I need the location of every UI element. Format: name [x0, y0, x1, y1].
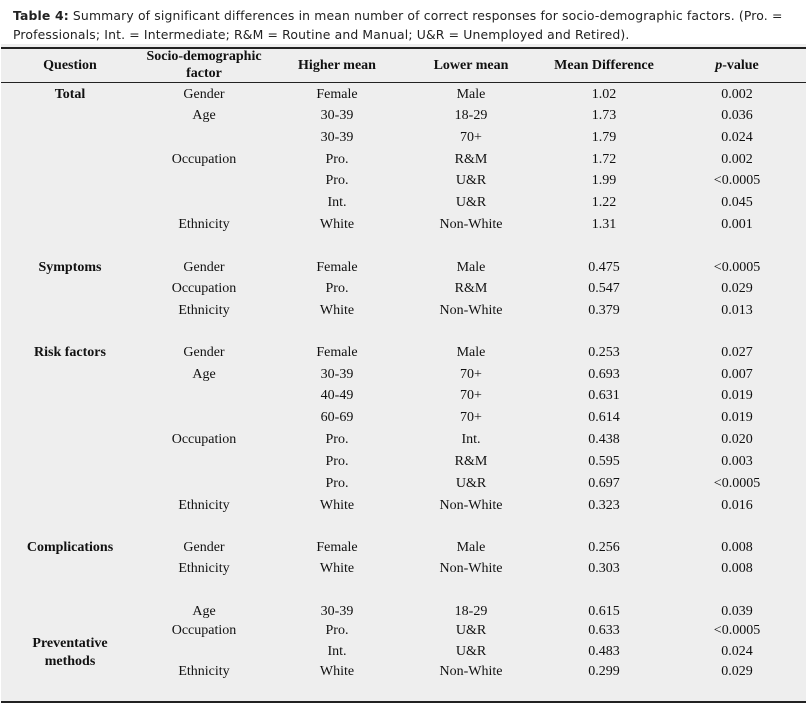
question-preventative-line2: methods: [44, 654, 96, 669]
cell-diff: 0.615: [588, 604, 620, 619]
cell-lower: U&R: [455, 476, 487, 491]
cell-diff: 0.475: [588, 260, 620, 275]
caption-label: Table 4:: [13, 8, 69, 23]
cell-lower: 18-29: [454, 108, 488, 123]
cell-lower: Non-White: [439, 217, 503, 232]
cell-higher: Female: [316, 540, 358, 555]
cell-factor: Gender: [183, 540, 225, 555]
cell-higher: Female: [316, 260, 358, 275]
cell-factor: Occupation: [171, 152, 237, 167]
header-factor: Socio-demographic factor: [146, 49, 262, 81]
cell-factor: Age: [192, 367, 216, 382]
cell-lower: 18-29: [454, 604, 488, 619]
cell-higher: Female: [316, 345, 358, 360]
cell-higher: 40-49: [320, 388, 354, 403]
cell-p: 0.036: [721, 108, 753, 123]
cell-p: 0.019: [721, 388, 753, 403]
cell-diff: 0.693: [588, 367, 620, 382]
cell-question: Complications: [26, 540, 114, 555]
cell-lower: Male: [456, 260, 486, 275]
cell-p: 0.002: [721, 152, 753, 167]
cell-diff: 0.633: [588, 623, 620, 638]
cell-p: 0.007: [721, 367, 753, 382]
cell-diff: 0.256: [588, 540, 620, 555]
cell-lower: 70+: [460, 367, 482, 382]
cell-diff: 0.299: [588, 664, 620, 679]
cell-diff: 0.614: [588, 410, 620, 425]
cell-diff: 0.697: [588, 476, 620, 491]
cell-p: 0.020: [721, 432, 753, 447]
cell-factor: Ethnicity: [178, 303, 230, 318]
cell-p: <0.0005: [713, 173, 761, 188]
cell-p: 0.045: [721, 195, 753, 210]
header-question: Question: [43, 58, 97, 73]
cell-diff: 1.72: [591, 152, 617, 167]
cell-higher: 30-39: [320, 604, 354, 619]
cell-lower: Male: [456, 345, 486, 360]
cell-factor: Gender: [183, 87, 225, 102]
cell-higher: White: [319, 498, 355, 513]
cell-factor: Age: [192, 108, 216, 123]
cell-diff: 1.02: [591, 87, 617, 102]
cell-diff: 0.595: [588, 454, 620, 469]
cell-lower: Non-White: [439, 498, 503, 513]
cell-factor: Ethnicity: [178, 498, 230, 513]
cell-factor: Ethnicity: [178, 217, 230, 232]
cell-lower: U&R: [455, 623, 487, 638]
cell-factor: Occupation: [171, 623, 237, 638]
cell-lower: R&M: [454, 152, 488, 167]
cell-factor: Ethnicity: [178, 664, 230, 679]
cell-higher: 60-69: [320, 410, 354, 425]
cell-higher: 30-39: [320, 108, 354, 123]
cell-p: 0.008: [721, 561, 753, 576]
table-bottom-rule: [1, 701, 806, 703]
cell-diff: 0.547: [588, 281, 620, 296]
cell-diff: 0.303: [588, 561, 620, 576]
cell-higher: Pro.: [325, 454, 349, 469]
cell-p: 0.024: [721, 130, 753, 145]
cell-factor: Ethnicity: [178, 561, 230, 576]
cell-lower: 70+: [460, 130, 482, 145]
cell-p: 0.001: [721, 217, 753, 232]
cell-higher: Pro.: [325, 152, 349, 167]
cell-diff: 0.323: [588, 498, 620, 513]
cell-question: Total: [54, 87, 86, 102]
cell-higher: Pro.: [325, 432, 349, 447]
cell-lower: Non-White: [439, 664, 503, 679]
cell-higher: 30-39: [320, 367, 354, 382]
cell-p: 0.029: [721, 281, 753, 296]
cell-p: 0.013: [721, 303, 753, 318]
cell-p: 0.039: [721, 604, 753, 619]
cell-higher: Int.: [327, 195, 347, 210]
cell-lower: U&R: [455, 195, 487, 210]
cell-higher: 30-39: [320, 130, 354, 145]
question-preventative-line1: Preventative: [32, 636, 108, 651]
cell-p: <0.0005: [713, 623, 761, 638]
header-mean-diff: Mean Difference: [554, 58, 654, 73]
cell-lower: Int.: [461, 432, 481, 447]
cell-diff: 0.438: [588, 432, 620, 447]
cell-diff: 1.31: [591, 217, 617, 232]
cell-p: 0.008: [721, 540, 753, 555]
cell-diff: 1.79: [591, 130, 617, 145]
cell-p: 0.024: [721, 644, 753, 659]
cell-factor: Gender: [183, 345, 225, 360]
cell-higher: White: [319, 561, 355, 576]
cell-lower: U&R: [455, 173, 487, 188]
cell-higher: Pro.: [325, 281, 349, 296]
header-higher: Higher mean: [298, 58, 376, 73]
caption-text: Summary of significant differences in mean number of correct responses for socio-demographic factors. (Pro. = Professionals; Int. = Intermediate; R&M = Routine and Manual; U&R = Unemployed and Retired).: [13, 8, 783, 42]
cell-diff: 1.22: [591, 195, 617, 210]
cell-higher: Pro.: [325, 476, 349, 491]
table-caption: [13, 6, 803, 44]
header-p-value: [672, 57, 802, 74]
cell-p: 0.003: [721, 454, 753, 469]
cell-higher: White: [319, 303, 355, 318]
cell-lower: Non-White: [439, 561, 503, 576]
cell-lower: U&R: [455, 644, 487, 659]
cell-higher: Pro.: [325, 173, 349, 188]
cell-higher: White: [319, 664, 355, 679]
cell-higher: Female: [316, 87, 358, 102]
header-rule: [1, 82, 806, 83]
cell-higher: Int.: [327, 644, 347, 659]
header-lower: Lower mean: [433, 58, 509, 73]
cell-p: <0.0005: [713, 260, 761, 275]
cell-lower: 70+: [460, 388, 482, 403]
cell-p: <0.0005: [713, 476, 761, 491]
cell-lower: Non-White: [439, 303, 503, 318]
cell-diff: 1.99: [591, 173, 617, 188]
cell-factor: Gender: [183, 260, 225, 275]
table-top-rule: [1, 47, 806, 49]
cell-question: Symptoms: [38, 260, 102, 275]
cell-p: 0.016: [721, 498, 753, 513]
header-p-rest: -value: [722, 58, 759, 73]
cell-lower: R&M: [454, 454, 488, 469]
cell-higher: White: [319, 217, 355, 232]
cell-factor: Occupation: [171, 432, 237, 447]
cell-factor: Occupation: [171, 281, 237, 296]
cell-question: Risk factors: [34, 345, 106, 360]
cell-diff: 0.631: [588, 388, 620, 403]
cell-diff: 1.73: [591, 108, 617, 123]
cell-diff: 0.253: [588, 345, 620, 360]
cell-lower: Male: [456, 87, 486, 102]
header-p-italic: p: [715, 58, 723, 73]
cell-factor: Age: [192, 604, 216, 619]
cell-p: 0.029: [721, 664, 753, 679]
cell-lower: 70+: [460, 410, 482, 425]
cell-lower: Male: [456, 540, 486, 555]
cell-p: 0.019: [721, 410, 753, 425]
cell-diff: 0.379: [588, 303, 620, 318]
cell-p: 0.002: [721, 87, 753, 102]
cell-p: 0.027: [721, 345, 753, 360]
cell-higher: Pro.: [325, 623, 349, 638]
cell-diff: 0.483: [588, 644, 620, 659]
cell-lower: R&M: [454, 281, 488, 296]
